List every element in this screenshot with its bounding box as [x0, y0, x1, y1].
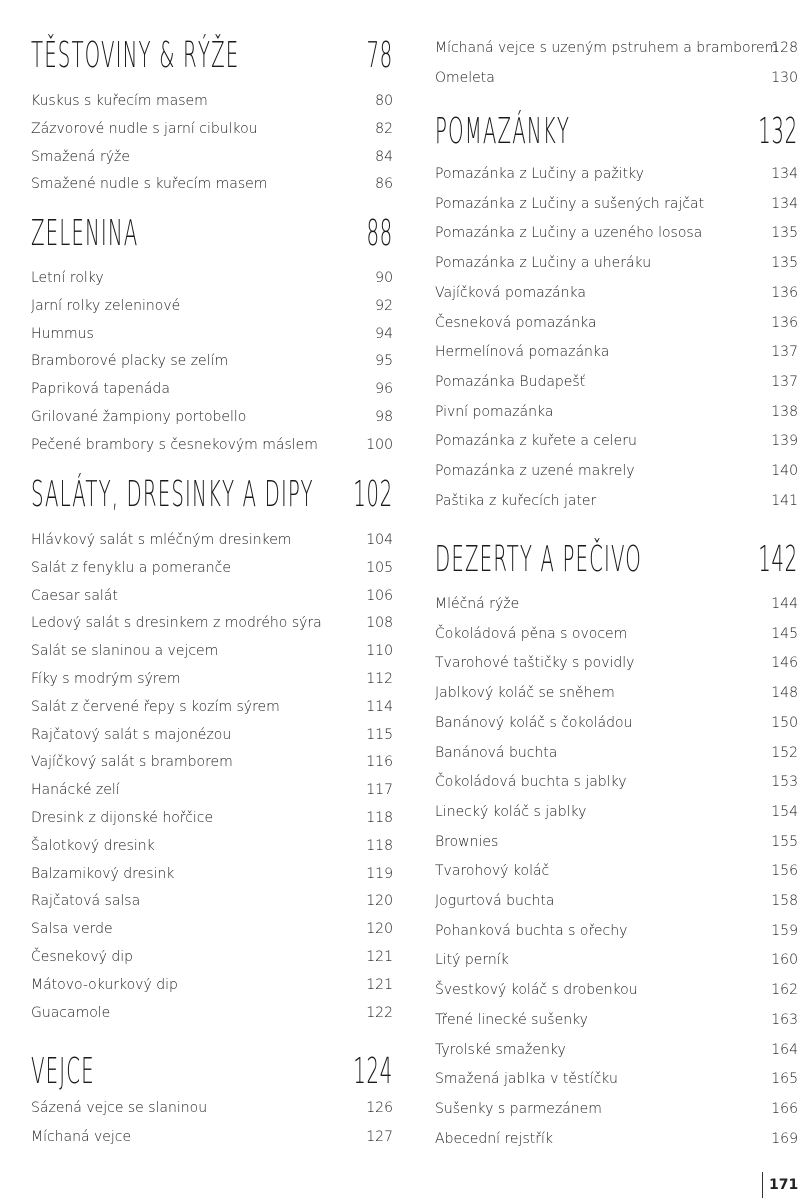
entry-title: Tvarohový koláč [435, 863, 550, 880]
toc-entry[interactable] [31, 807, 393, 829]
entry-title: Pivní pomazánka [435, 403, 554, 420]
entry-page-number: 128 [771, 40, 798, 56]
entry-title: Abecední rejstřík [435, 1130, 553, 1147]
entry-page-number: 152 [771, 744, 798, 761]
toc-entry[interactable] [31, 1097, 393, 1119]
entry-page-number: 120 [366, 893, 393, 910]
entry-page-number: 86 [375, 176, 393, 193]
entry-page-number: 138 [771, 403, 798, 420]
entry-page-number: 154 [771, 803, 798, 820]
toc-entry[interactable] [435, 801, 798, 823]
entry-page-number: 163 [771, 1011, 798, 1028]
section-heading [31, 24, 393, 76]
entry-title: Smažená jablka v těstíčku [435, 1071, 618, 1088]
toc-entry[interactable] [31, 406, 393, 428]
entry-page-number: 108 [366, 615, 393, 632]
entry-page-number: 119 [366, 865, 393, 882]
toc-entry[interactable] [435, 222, 798, 244]
entry-page-number: 84 [375, 148, 393, 165]
toc-entry[interactable] [31, 779, 393, 801]
entry-title: Sušenky s parmezánem [435, 1100, 602, 1117]
entry-title: Česneková pomazánka [435, 314, 597, 331]
entry-page-number: 150 [771, 714, 798, 731]
entry-page-number: 118 [366, 837, 393, 854]
toc-entry[interactable] [31, 323, 393, 345]
entry-page-number: 118 [366, 810, 393, 826]
entry-title: Jogurtová buchta [435, 893, 555, 909]
toc-entry[interactable] [435, 312, 798, 334]
toc-entry[interactable] [435, 949, 798, 971]
toc-entry[interactable] [31, 350, 393, 372]
section-page-number: 102 [353, 474, 393, 515]
entry-title: Caesar salát [31, 587, 118, 604]
section-page-number: 142 [758, 539, 798, 580]
entry-title: Hanácké zelí [31, 782, 120, 799]
entry-page-number: 136 [771, 284, 798, 301]
toc-entry[interactable] [31, 529, 393, 551]
entry-page-number: 137 [771, 373, 798, 390]
toc-entry[interactable] [31, 974, 393, 996]
toc-entry[interactable] [31, 1126, 393, 1148]
toc-entry[interactable] [435, 341, 798, 363]
entry-title: Třené linecké sušenky [435, 1011, 588, 1028]
toc-entry[interactable] [31, 835, 393, 857]
section-heading [31, 463, 393, 515]
toc-entry[interactable] [31, 724, 393, 746]
entry-title: Rajčatový salát s majonézou [31, 726, 232, 743]
entry-title: Litý perník [435, 952, 509, 969]
section-title: SALÁTY, DRESINKY A DIPY [31, 474, 314, 515]
entry-page-number: 117 [366, 782, 393, 799]
entry-page-number: 115 [366, 726, 393, 743]
entry-page-number: 105 [366, 559, 393, 576]
toc-entry[interactable] [31, 612, 393, 634]
entry-title: Tvarohové taštičky s povidly [435, 655, 635, 672]
entry-title: Čokoládová buchta s jablky [435, 774, 627, 791]
toc-entry[interactable] [31, 696, 393, 718]
entry-page-number: 130 [771, 70, 798, 86]
entry-title: Pečené brambory s česnekovým máslem [31, 436, 318, 453]
entry-title: Pomazánka z uzené makrely [435, 463, 635, 479]
toc-entry[interactable] [435, 430, 798, 452]
entry-title: Vajíčková pomazánka [435, 284, 586, 301]
entry-title: Papriková tapenáda [31, 381, 170, 398]
entry-title: Omeleta [435, 70, 495, 86]
section-title: ZELENINA [31, 213, 139, 254]
toc-entry[interactable] [435, 1098, 798, 1120]
entry-title: Tyrolské smaženky [435, 1041, 566, 1058]
toc-entry[interactable] [31, 863, 393, 885]
entry-title: Fíky s modrým sýrem [31, 671, 181, 687]
toc-entry[interactable] [435, 1128, 798, 1150]
entry-page-number: 145 [771, 625, 798, 642]
section-page-number: 124 [353, 1051, 393, 1092]
entry-page-number: 146 [771, 655, 798, 672]
entry-title: Guacamole [31, 1004, 111, 1021]
entry-page-number: 148 [771, 685, 798, 702]
entry-title: Salát se slaninou a vejcem [31, 643, 219, 660]
entry-title: Salát z fenyklu a pomeranče [31, 559, 231, 576]
toc-entry[interactable] [31, 378, 393, 400]
entry-page-number: 98 [375, 409, 393, 425]
entry-title: Jablkový koláč se sněhem [435, 685, 615, 702]
section-title: TĚSTOVINY & RÝŽE [31, 35, 240, 76]
entry-title: Grilované žampiony portobello [31, 409, 247, 425]
entry-page-number: 156 [771, 863, 798, 880]
section-page-number: 88 [366, 213, 393, 254]
entry-title: Mátovo-okurkový dip [31, 976, 178, 993]
toc-entry[interactable] [435, 682, 798, 704]
entry-page-number: 135 [771, 225, 798, 242]
entry-title: Česnekový dip [31, 949, 134, 965]
entry-title: Banánový koláč s čokoládou [435, 714, 633, 731]
entry-title: Paštika z kuřecích jater [435, 492, 597, 509]
entry-page-number: 139 [771, 433, 798, 450]
entry-page-number: 134 [771, 195, 798, 212]
entry-page-number: 94 [375, 325, 393, 342]
toc-entry[interactable] [435, 252, 798, 274]
entry-title: Hlávkový salát s mléčným dresinkem [31, 532, 292, 548]
entry-title: Čokoládová pěna s ovocem [435, 625, 628, 642]
entry-page-number: 135 [771, 255, 798, 272]
entry-title: Rajčatová salsa [31, 893, 141, 910]
entry-page-number: 169 [771, 1130, 798, 1147]
section-title: DEZERTY A PEČIVO [435, 539, 642, 580]
toc-entry[interactable] [435, 460, 798, 482]
toc-entry[interactable] [435, 920, 798, 942]
entry-page-number: 90 [375, 270, 393, 286]
toc-entry[interactable] [31, 90, 393, 112]
entry-title: Pomazánka z kuřete a celeru [435, 433, 637, 450]
entry-page-number: 137 [771, 344, 798, 361]
entry-page-number: 112 [366, 671, 393, 687]
entry-page-number: 116 [366, 754, 393, 771]
toc-entry[interactable] [31, 434, 393, 456]
section-page-number: 78 [366, 35, 393, 76]
toc-entry[interactable] [435, 979, 798, 1001]
toc-entry[interactable] [31, 918, 393, 940]
section-heading [31, 202, 393, 254]
entry-page-number: 160 [771, 952, 798, 969]
toc-entry[interactable] [435, 831, 798, 853]
entry-page-number: 166 [771, 1100, 798, 1117]
toc-entry[interactable] [435, 890, 798, 912]
entry-title: Letní rolky [31, 270, 104, 286]
entry-title: Hummus [31, 325, 94, 342]
entry-title: Míchaná vejce [31, 1129, 132, 1145]
entry-title: Banánová buchta [435, 744, 558, 761]
entry-page-number: 121 [366, 976, 393, 993]
entry-title: Pomazánka Budapešť [435, 373, 586, 390]
entry-title: Balzamikový dresink [31, 865, 175, 882]
toc-entry[interactable] [435, 652, 798, 674]
toc-entry[interactable] [435, 1068, 798, 1090]
toc-entry[interactable] [31, 890, 393, 912]
entry-page-number: 159 [771, 922, 798, 939]
toc-entry[interactable] [435, 771, 798, 793]
toc-entry[interactable] [435, 67, 798, 89]
entry-page-number: 134 [771, 166, 798, 182]
entry-page-number: 100 [366, 436, 393, 453]
section-title: POMAZÁNKY [435, 111, 571, 152]
entry-title: Linecký koláč s jablky [435, 803, 587, 820]
entry-title: Mléčná rýže [435, 596, 520, 612]
section-heading [435, 528, 798, 580]
page-number: 171 [762, 1172, 798, 1198]
toc-entry[interactable] [435, 193, 798, 215]
toc-entry[interactable] [435, 623, 798, 645]
toc-entry[interactable] [31, 668, 393, 690]
entry-page-number: 127 [366, 1129, 393, 1145]
entry-page-number: 92 [375, 297, 393, 314]
entry-page-number: 114 [366, 698, 393, 715]
entry-title: Šalotkový dresink [31, 837, 155, 854]
entry-page-number: 162 [771, 982, 798, 999]
entry-page-number: 106 [366, 587, 393, 604]
entry-page-number: 96 [375, 381, 393, 398]
entry-title: Dresink z dijonské hořčice [31, 810, 214, 826]
entry-title: Pomazánka z Lučiny a uheráku [435, 255, 652, 272]
entry-title: Vajíčkový salát s bramborem [31, 754, 233, 771]
entry-title: Salsa verde [31, 921, 113, 938]
entry-title: Zázvorové nudle s jarní cibulkou [31, 120, 258, 137]
entry-page-number: 158 [771, 893, 798, 909]
toc-entry[interactable] [435, 371, 798, 393]
entry-title: Míchaná vejce s uzeným pstruhem a bramborem [435, 40, 779, 56]
section-heading [31, 1040, 393, 1092]
entry-title: Ledový salát s dresinkem z modrého sýra [31, 615, 322, 632]
entry-page-number: 165 [771, 1071, 798, 1088]
entry-title: Jarní rolky zeleninové [31, 297, 181, 314]
section-title: VEJCE [31, 1051, 95, 1092]
entry-page-number: 140 [771, 463, 798, 479]
entry-page-number: 144 [771, 596, 798, 612]
entry-title: Pomazánka z Lučiny a sušených rajčat [435, 195, 705, 212]
toc-entry[interactable] [435, 593, 798, 615]
entry-title: Kuskus s kuřecím masem [31, 93, 208, 109]
entry-page-number: 164 [771, 1041, 798, 1058]
toc-entry[interactable] [435, 1039, 798, 1061]
entry-page-number: 122 [366, 1004, 393, 1021]
entry-title: Pomazánka z Lučiny a uzeného lososa [435, 225, 703, 242]
toc-entry[interactable] [435, 401, 798, 423]
entry-title: Sázená vejce se slaninou [31, 1100, 208, 1116]
toc-entry[interactable] [31, 1002, 393, 1024]
entry-page-number: 141 [771, 492, 798, 509]
entry-page-number: 104 [366, 532, 393, 548]
toc-entry[interactable] [435, 742, 798, 764]
toc-entry[interactable] [31, 295, 393, 317]
entry-page-number: 126 [366, 1100, 393, 1116]
entry-title: Smažené nudle s kuřecím masem [31, 176, 268, 193]
toc-entry[interactable] [31, 946, 393, 968]
entry-page-number: 153 [771, 774, 798, 791]
entry-page-number: 120 [366, 921, 393, 938]
entry-title: Hermelínová pomazánka [435, 344, 610, 361]
section-heading [435, 100, 798, 152]
toc-entry[interactable] [31, 751, 393, 773]
toc-entry[interactable] [31, 173, 393, 195]
entry-page-number: 121 [366, 949, 393, 965]
toc-entry[interactable] [31, 118, 393, 140]
toc-entry[interactable] [435, 712, 798, 734]
toc-entry[interactable] [435, 860, 798, 882]
toc-entry[interactable] [31, 146, 393, 168]
toc-entry[interactable] [435, 37, 798, 59]
entry-page-number: 155 [771, 833, 798, 850]
toc-entry[interactable] [435, 163, 798, 185]
section-page-number: 132 [758, 111, 798, 152]
entry-page-number: 110 [366, 643, 393, 660]
entry-page-number: 95 [375, 353, 393, 370]
toc-entry[interactable] [31, 267, 393, 289]
entry-title: Bramborové placky se zelím [31, 353, 229, 370]
entry-title: Pohanková buchta s ořechy [435, 922, 628, 939]
entry-page-number: 82 [375, 120, 393, 137]
toc-entry[interactable] [31, 640, 393, 662]
entry-title: Salát z červené řepy s kozím sýrem [31, 698, 280, 715]
toc-entry[interactable] [435, 1009, 798, 1031]
toc-entry[interactable] [435, 282, 798, 304]
entry-title: Švestkový koláč s drobenkou [435, 982, 638, 999]
toc-entry[interactable] [31, 585, 393, 607]
entry-page-number: 80 [375, 93, 393, 109]
entry-page-number: 136 [771, 314, 798, 331]
toc-entry[interactable] [31, 557, 393, 579]
entry-title: Brownies [435, 833, 499, 850]
toc-entry[interactable] [435, 490, 798, 512]
entry-title: Smažená rýže [31, 148, 130, 165]
entry-title: Pomazánka z Lučiny a pažitky [435, 166, 644, 182]
